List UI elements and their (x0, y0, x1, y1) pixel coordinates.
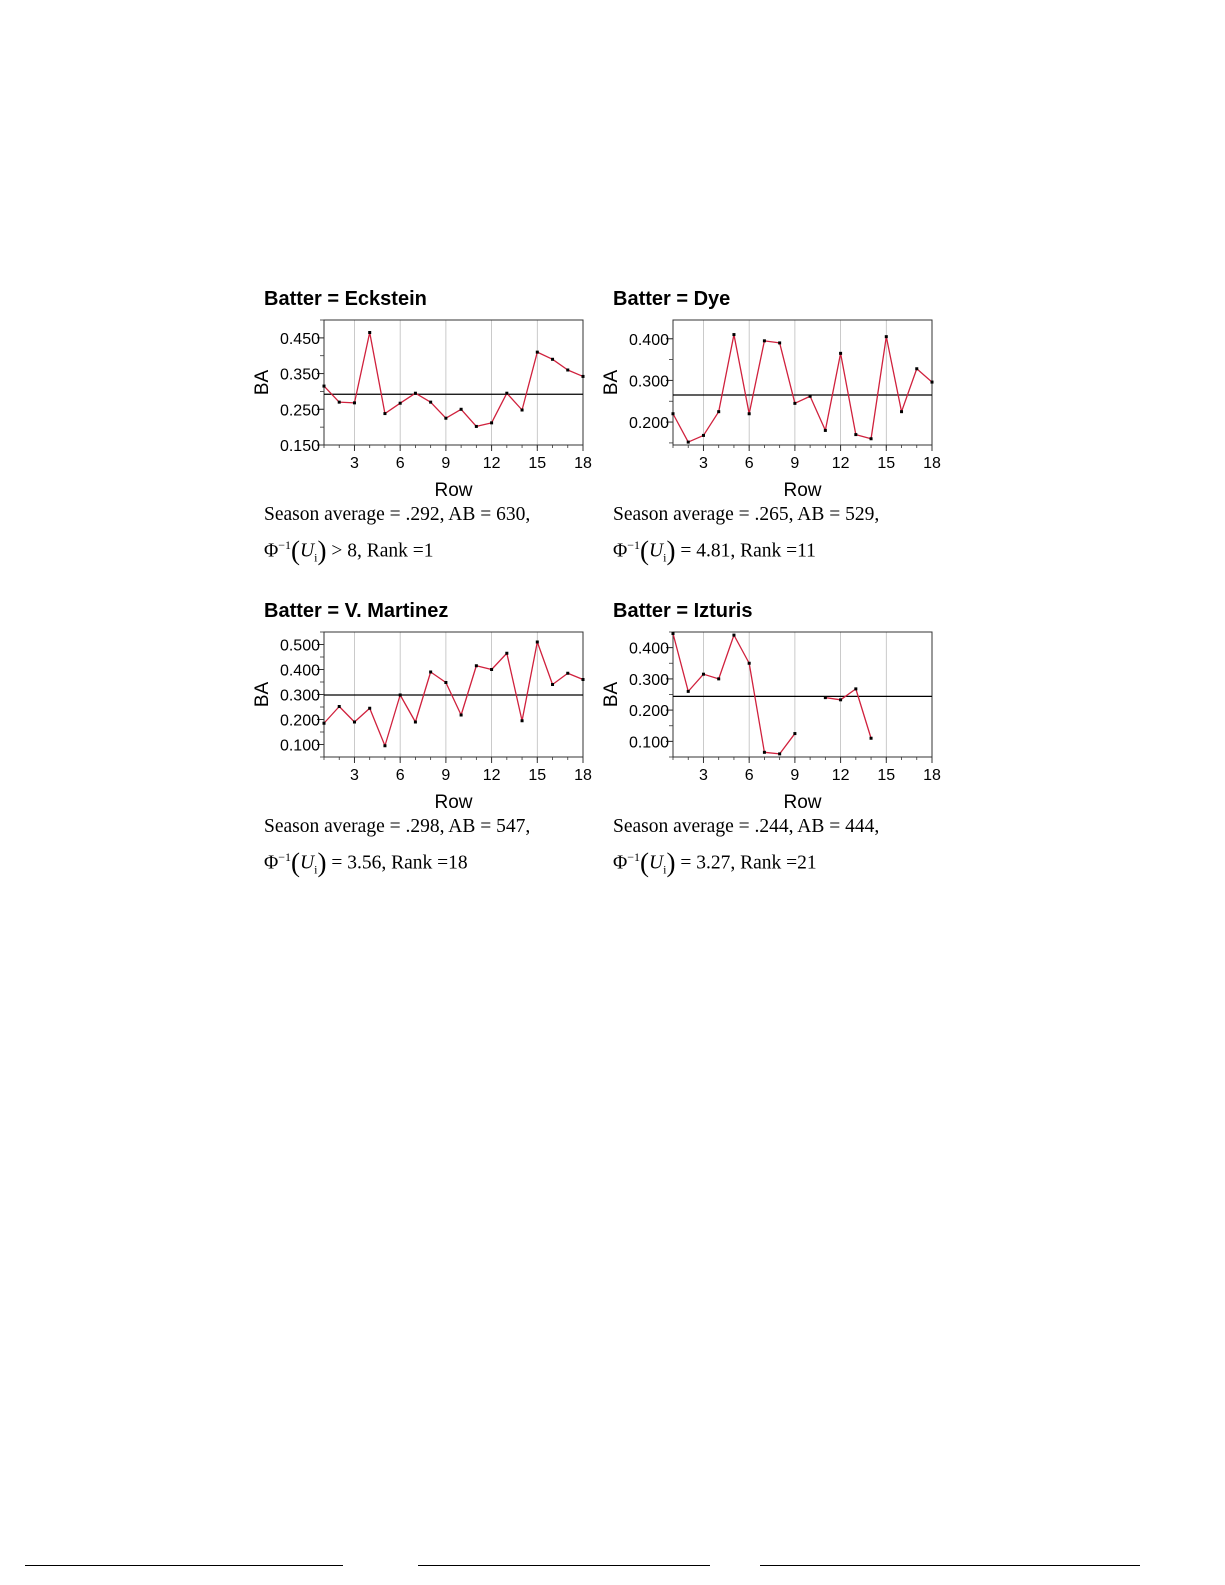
data-point (687, 441, 690, 444)
y-axis-title: BA (252, 369, 273, 396)
chart-plot (251, 622, 596, 812)
data-point (536, 351, 539, 354)
plot-frame (324, 320, 583, 445)
data-point (582, 375, 585, 378)
chart-caption (613, 812, 879, 884)
chart-caption (264, 812, 530, 884)
data-point (399, 402, 402, 405)
data-point (732, 634, 735, 637)
x-tick-label: 9 (790, 455, 800, 472)
data-point (444, 681, 447, 684)
x-tick-label: 15 (528, 767, 547, 784)
data-point (429, 671, 432, 674)
data-point (793, 732, 796, 735)
y-tick-label: 0.200 (628, 703, 669, 721)
y-tick-label: 0.300 (628, 671, 669, 689)
caption-rest: = 4.81, Rank =11 (680, 540, 816, 562)
subscript: i (314, 550, 318, 565)
data-point (839, 698, 842, 701)
data-point (793, 402, 796, 405)
data-point (521, 719, 524, 722)
chart-plot (600, 622, 945, 812)
data-point (672, 632, 675, 635)
series-line (324, 642, 583, 746)
data-point (399, 694, 402, 697)
chart-title: Batter = Izturis (613, 600, 753, 622)
phi-symbol: Φ (264, 540, 279, 562)
x-tick-label: 18 (574, 767, 592, 784)
subscript: i (663, 550, 667, 565)
x-tick-label: 15 (877, 767, 896, 784)
caption-line-1: Season average = .265, AB = 529, (613, 504, 880, 525)
x-tick-label: 3 (350, 767, 359, 784)
data-point (536, 641, 539, 644)
data-point (323, 722, 326, 725)
data-point (839, 352, 842, 355)
data-point (672, 412, 675, 415)
x-tick-label: 6 (744, 455, 754, 472)
data-point (900, 410, 903, 413)
y-tick-label: 0.400 (628, 331, 669, 349)
data-point (809, 395, 812, 398)
data-point (778, 752, 781, 755)
data-point (383, 412, 386, 415)
x-axis-title: Row (434, 792, 473, 813)
data-point (582, 678, 585, 681)
data-point (748, 662, 751, 665)
data-point (505, 392, 508, 395)
data-point (460, 408, 463, 411)
y-tick-label: 0.300 (628, 373, 669, 391)
x-tick-label: 9 (790, 767, 800, 784)
caption-line-2: $\Phi^{-1}(U_i) = 3.56$, Rank =18 (264, 847, 468, 878)
superscript: −1 (278, 850, 292, 864)
data-point (338, 401, 341, 404)
y-tick-label: 0.100 (279, 737, 320, 755)
superscript: −1 (627, 850, 641, 864)
data-point (566, 672, 569, 675)
caption-line-1: Season average = .244, AB = 444, (613, 816, 880, 837)
caption-rest: = 3.56, Rank =18 (331, 852, 468, 874)
chart-caption (613, 500, 879, 572)
u-variable: U (300, 540, 315, 562)
page-rule (418, 1565, 710, 1566)
x-tick-label: 18 (923, 767, 941, 784)
x-tick-label: 15 (877, 455, 896, 472)
data-point (717, 410, 720, 413)
x-tick-label: 6 (395, 767, 405, 784)
data-point (353, 401, 356, 404)
caption-line-2: $\Phi^{-1}(U_i) > 8$, Rank =1 (264, 535, 434, 566)
data-point (824, 429, 827, 432)
x-tick-label: 18 (574, 455, 592, 472)
x-tick-label: 9 (441, 455, 451, 472)
y-axis-title: BA (252, 681, 273, 708)
data-point (566, 369, 569, 372)
data-point (475, 425, 478, 428)
x-tick-label: 15 (528, 455, 547, 472)
superscript: −1 (627, 538, 641, 552)
data-point (748, 412, 751, 415)
chart-title: Batter = Dye (613, 288, 731, 310)
data-point (505, 652, 508, 655)
data-point (824, 696, 827, 699)
series-line (324, 333, 583, 427)
plot-frame (673, 632, 932, 757)
caption-rest: = 3.27, Rank =21 (680, 852, 817, 874)
data-point (763, 751, 766, 754)
data-point (717, 677, 720, 680)
y-tick-label: 0.450 (279, 330, 320, 348)
page-rule (760, 1565, 1140, 1566)
data-point (414, 392, 417, 395)
data-point (702, 434, 705, 437)
y-tick-label: 0.400 (628, 640, 669, 658)
y-tick-label: 0.100 (628, 734, 669, 752)
data-point (915, 367, 918, 370)
y-tick-label: 0.350 (279, 366, 320, 384)
y-axis-title: BA (601, 681, 622, 708)
data-point (444, 417, 447, 420)
x-tick-label: 12 (482, 767, 501, 784)
u-variable: U (300, 852, 315, 874)
data-point (475, 664, 478, 667)
chart-title: Batter = Eckstein (264, 288, 427, 310)
x-axis-title: Row (783, 792, 822, 813)
subscript: i (314, 862, 318, 877)
caption-line-1: Season average = .292, AB = 630, (264, 504, 531, 525)
y-tick-label: 0.150 (279, 438, 320, 455)
x-axis-title: Row (783, 480, 822, 501)
data-point (702, 673, 705, 676)
data-point (353, 721, 356, 724)
data-point (732, 333, 735, 336)
data-point (763, 339, 766, 342)
y-tick-label: 0.250 (279, 402, 320, 420)
data-point (854, 433, 857, 436)
data-point (870, 437, 873, 440)
x-tick-label: 12 (482, 455, 501, 472)
data-point (521, 409, 524, 412)
phi-symbol: Φ (613, 540, 628, 562)
y-tick-label: 0.400 (279, 662, 320, 680)
x-tick-label: 3 (350, 455, 359, 472)
x-tick-label: 6 (744, 767, 754, 784)
data-point (414, 721, 417, 724)
y-axis-title: BA (601, 369, 622, 396)
x-tick-label: 18 (923, 455, 941, 472)
caption-rest: > 8, Rank =1 (331, 540, 434, 562)
x-tick-label: 3 (699, 767, 708, 784)
y-tick-label: 0.200 (628, 415, 669, 433)
data-point (854, 687, 857, 690)
data-point (885, 335, 888, 338)
phi-symbol: Φ (613, 852, 628, 874)
chart-title: Batter = V. Martinez (264, 600, 449, 622)
data-point (870, 737, 873, 740)
data-point (490, 668, 493, 671)
data-point (338, 705, 341, 708)
series-line (673, 335, 932, 442)
caption-line-2: $\Phi^{-1}(U_i) = 3.27$, Rank =21 (613, 847, 817, 878)
data-point (490, 421, 493, 424)
data-point (931, 381, 934, 384)
y-tick-label: 0.200 (279, 712, 320, 730)
chart-plot (251, 310, 596, 500)
x-tick-label: 6 (395, 455, 405, 472)
chart-caption (264, 500, 530, 572)
data-point (429, 401, 432, 404)
plot-frame (673, 320, 932, 445)
data-point (551, 358, 554, 361)
data-point (368, 707, 371, 710)
data-point (460, 714, 463, 717)
x-axis-title: Row (434, 480, 473, 501)
u-variable: U (649, 540, 664, 562)
chart-plot (600, 310, 945, 500)
y-tick-label: 0.300 (279, 687, 320, 705)
caption-line-2: $\Phi^{-1}(U_i) = 4.81$, Rank =11 (613, 535, 816, 566)
data-point (368, 331, 371, 334)
x-tick-label: 3 (699, 455, 708, 472)
data-point (778, 341, 781, 344)
u-variable: U (649, 852, 664, 874)
data-point (323, 385, 326, 388)
subscript: i (663, 862, 667, 877)
data-point (383, 744, 386, 747)
caption-line-1: Season average = .298, AB = 547, (264, 816, 531, 837)
page-rule (25, 1565, 343, 1566)
x-tick-label: 12 (831, 455, 850, 472)
superscript: −1 (278, 538, 292, 552)
data-point (687, 690, 690, 693)
x-tick-label: 12 (831, 767, 850, 784)
phi-symbol: Φ (264, 852, 279, 874)
data-point (551, 683, 554, 686)
series-line (673, 634, 795, 754)
y-tick-label: 0.500 (279, 637, 320, 655)
x-tick-label: 9 (441, 767, 451, 784)
